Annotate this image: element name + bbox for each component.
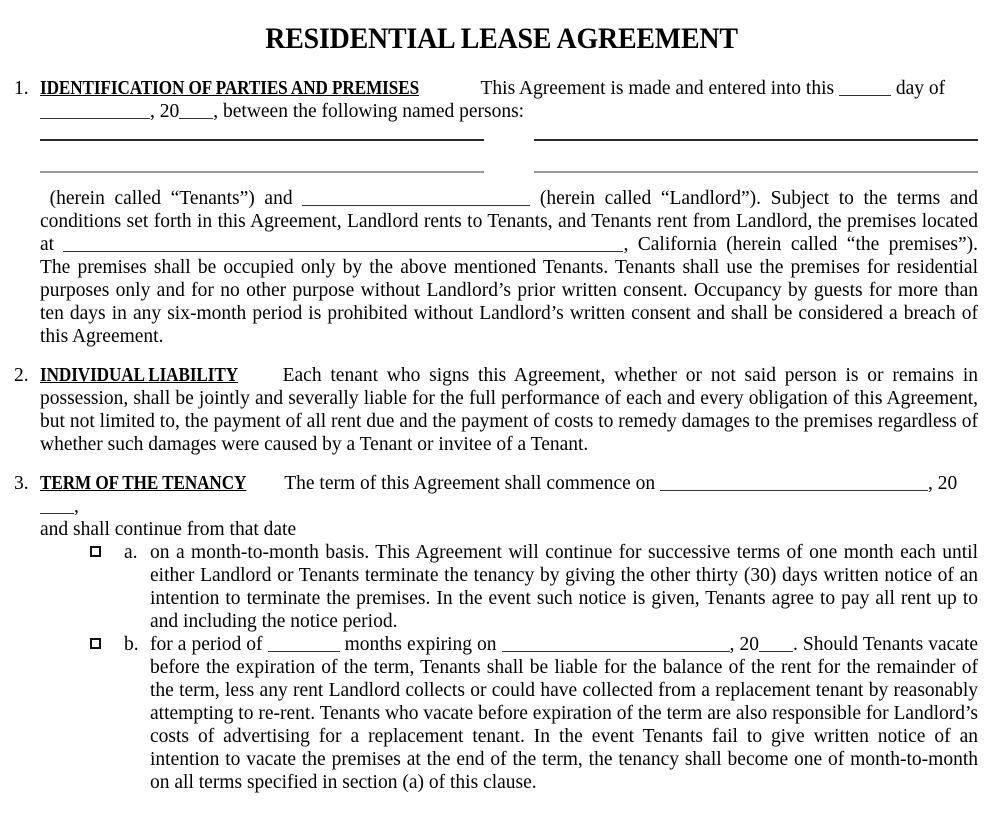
clause-identification-of-parties [14,77,978,123]
option-text [124,633,978,794]
clause-1-date-line [40,100,978,123]
clause-1-text-d: , between the following named persons: [213,101,525,122]
tenant-name-line-4[interactable] [534,171,978,173]
clause-2-body-text: Each tenant who signs this Agreement, whether or not said person is or remains in possession, shall be jointly and severally liable for the full performance of each and every obligation of this Agreement, but not limited to, the payment of all rent due and the payment of costs to remedy damages to the premises regardless of whether such damages were caused by a Tenant or invitee of a Tenant. [40,365,979,455]
fixed-term-text-c: , 20 [729,634,759,655]
clause-3-text-c: , [74,496,79,517]
clause-3-heading: TERM OF THE TENANCY [40,473,247,494]
tenant-name-row-2 [40,171,978,173]
clause-number: 1. [14,78,29,99]
clause-2-heading: INDIVIDUAL LIABILITY [40,365,239,386]
checkbox-icon[interactable] [90,546,101,557]
clause-1-premises-body [40,187,978,348]
tenancy-option-fixed-term[interactable] [40,633,978,794]
tenant-name-line-1[interactable] [40,139,484,141]
option-letter: b. [124,634,139,655]
fixed-term-text-b: months expiring on [344,634,497,655]
option-text: on a month-to-month basis. This Agreement will continue for successive terms of one month each until either Landlord or Tenants terminate the tenancy by giving the other thirty (30) days written notice of an intention to terminate the premises. In the event such notice is given, Tenants agree to pay all rent up to and including the notice period. [150,542,978,632]
clause-body [40,364,978,456]
clause-3-text-b: , 20 [928,473,958,494]
term-months-blank-field[interactable] [268,636,340,652]
clause-3-intro [40,472,978,518]
tenant-name-line-3[interactable] [40,171,484,173]
tenant-name-line-2[interactable] [534,139,978,141]
clause-1-heading: IDENTIFICATION OF PARTIES AND PREMISES [40,78,420,99]
herein-called-tenants-text: (herein called “Tenants”) and [49,188,293,209]
fixed-term-text-a: for a period of [150,634,263,655]
subject-to-terms-text: (herein called “Landlord”). Subject to the terms and conditions set forth in this Agreement, Landlord rents to Tenants, and Tenants rent from Landlord, the premises located at [40,188,979,255]
clause-1-text-a: This Agreement is made and entered into this [480,78,835,99]
fixed-term-text-d: . Should Tenants vacate before the expiration of the term, Tenants shall be liable for the balance of the rent for the remainder of the term, less any rent Landlord collects or could have collected from a replacement tenant by reasonably attempting to re-rent. Tenants who vacate before expiration of the term are also responsible for Landlord’s costs of advertising for a replacement tenant. In the event Tenants fail to give written notice of an intention to vacate the premises at the end of the term, the tenancy shall become one of month-to-month on all terms specified in section (a) of this clause. [150,634,979,793]
clause-1-text-c: , 20 [150,101,180,122]
tenant-name-row-1 [40,139,978,141]
tenant-name-lines [14,139,978,173]
clause-individual-liability [14,364,978,456]
option-letter: a. [124,542,138,563]
clause-term-of-tenancy [14,472,978,794]
commencement-year-blank-field[interactable] [40,498,74,514]
clause-body [40,472,978,794]
clause-number: 3. [14,473,29,494]
clause-3-text-a: The term of this Agreement shall commence on [284,473,656,494]
tenancy-option-month-to-month[interactable] [40,541,978,633]
clause-1-text-b: day of [895,78,946,99]
clause-3-continue-line: and shall continue from that date [40,519,297,540]
clause-1-intro [40,77,978,100]
premises-description-text: , California (herein called “the premises”). The premises shall be occupied only by the above mentioned Tenants. Tenants shall use the premises for residential purposes only and for no other purpose without Landlord’s prior written consent. Occupancy by guests for more than ten days in any six-month period is prohibited without Landlord’s written consent and shall be considered a breach of this Agreement. [40,234,979,347]
document-body [0,77,1003,794]
checkbox-icon[interactable] [90,638,101,649]
landlord-name-blank-field[interactable] [302,190,530,206]
day-blank-field[interactable] [839,80,891,96]
clause-body [40,77,978,123]
year-blank-field[interactable] [179,103,213,119]
expiration-year-blank-field[interactable] [759,636,793,652]
expiration-date-blank-field[interactable] [502,636,730,652]
tenancy-type-options [40,541,978,794]
clause-number: 2. [14,365,29,386]
page-title: RESIDENTIAL LEASE AGREEMENT [265,22,738,55]
premises-address-blank-field[interactable] [63,236,623,252]
clause-1-premises-paragraph [14,187,978,348]
clause-1-premises-text [40,187,978,348]
month-blank-field[interactable] [40,103,150,119]
clause-2-text [40,364,978,456]
commencement-date-blank-field[interactable] [660,475,928,491]
